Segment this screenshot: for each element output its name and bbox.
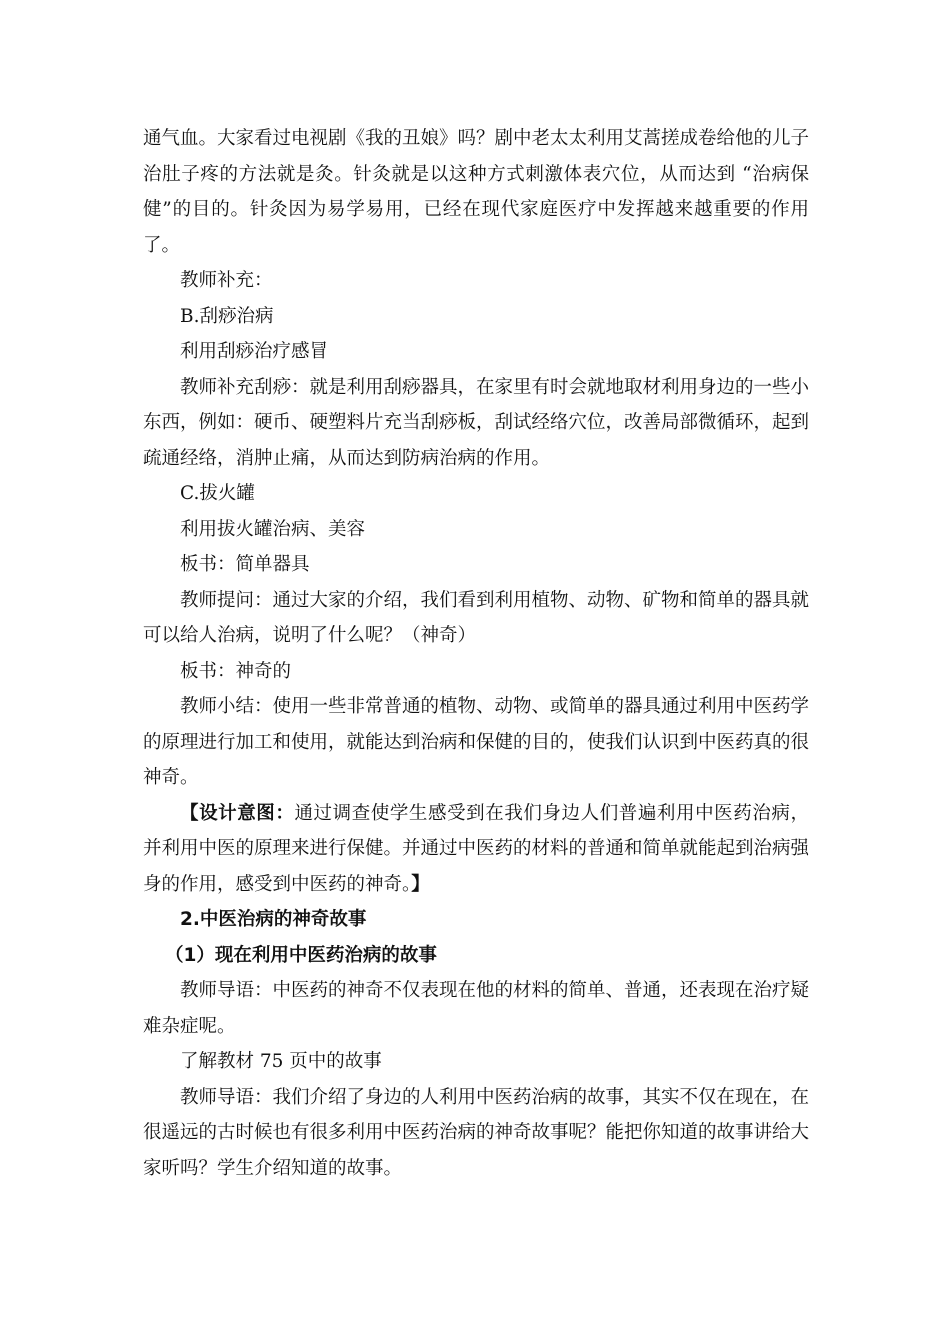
paragraph-teacher-intro-1: 教师导语：中医药的神奇不仅表现在他的材料的简单、普通，还表现在治疗疑难杂症呢。 [143, 980, 810, 1037]
subsection-heading-modern-stories: （1）现在利用中医药治病的故事 [165, 944, 437, 966]
item-gua-sha: B.刮痧治病 [180, 305, 274, 327]
paragraph-gua-sha-explain: 教师补充刮痧：就是利用刮痧器具，在家里有时会就地取材利用身边的一些小东西，例如：硬币、硬塑料片充当刮痧板，刮试经络穴位，改善局部微循环，起到疏通经络，消肿止痛，从而达到防病治病的作用。 [143, 376, 810, 469]
paragraph-teacher-summary: 教师小结：使用一些非常普通的植物、动物、或简单的器具通过利用中医药学的原理进行加工和使用，就能达到治病和保健的目的，使我们认识到中医药真的很神奇。 [143, 696, 810, 788]
design-intent-text: 通过调查使学生感受到在我们身边人们普遍利用中医药治病，并利用中医的原理来进行保健。并通过中医药的材料的普通和简单就能起到治病强身的作用，感受到中医药的神奇。 [143, 802, 810, 895]
paragraph-moxibustion: 通气血。大家看过电视剧《我的丑娘》吗？剧中老太太利用艾蒿搓成卷给他的儿子治肚子疼的方法就是灸。针灸就是以这种方式刺激体表穴位，从而达到 “治病保健”的目的。针灸因为易学易用，已经在现代家庭医疗中发挥越来越重要的作用了。 [143, 128, 810, 256]
section-heading-stories: 2.中医治病的神奇故事 [180, 909, 367, 930]
document-page [143, 121, 809, 1186]
paragraph-board-magical: 板书：神奇的 [180, 660, 292, 682]
design-intent-label: 【设计意图： [180, 802, 295, 824]
paragraph-gua-sha-cold: 利用刮痧治疗感冒 [180, 341, 329, 362]
paragraph-teacher-supplement: 教师补充： [180, 270, 273, 291]
design-intent-close: 】 [411, 873, 430, 895]
paragraph-design-intent [143, 796, 809, 903]
paragraph-teacher-intro-2: 教师导语：我们介绍了身边的人利用中医药治病的故事，其实不仅在现在，在很遥远的古时候也有很多利用中医药治病的神奇故事呢？能把你知道的故事讲给大家听吗？学生介绍知道的故事。 [143, 1086, 810, 1179]
paragraph-cupping-use: 利用拔火罐治病、美容 [180, 518, 366, 540]
paragraph-textbook-story: 了解教材 75 页中的故事 [180, 1051, 382, 1072]
item-cupping: C.拔火罐 [180, 483, 255, 504]
paragraph-teacher-question: 教师提问：通过大家的介绍，我们看到利用植物、动物、矿物和简单的器具就可以给人治病，说明了什么呢？（神奇） [143, 589, 810, 646]
paragraph-board-simple-tools: 板书：简单器具 [180, 554, 310, 575]
